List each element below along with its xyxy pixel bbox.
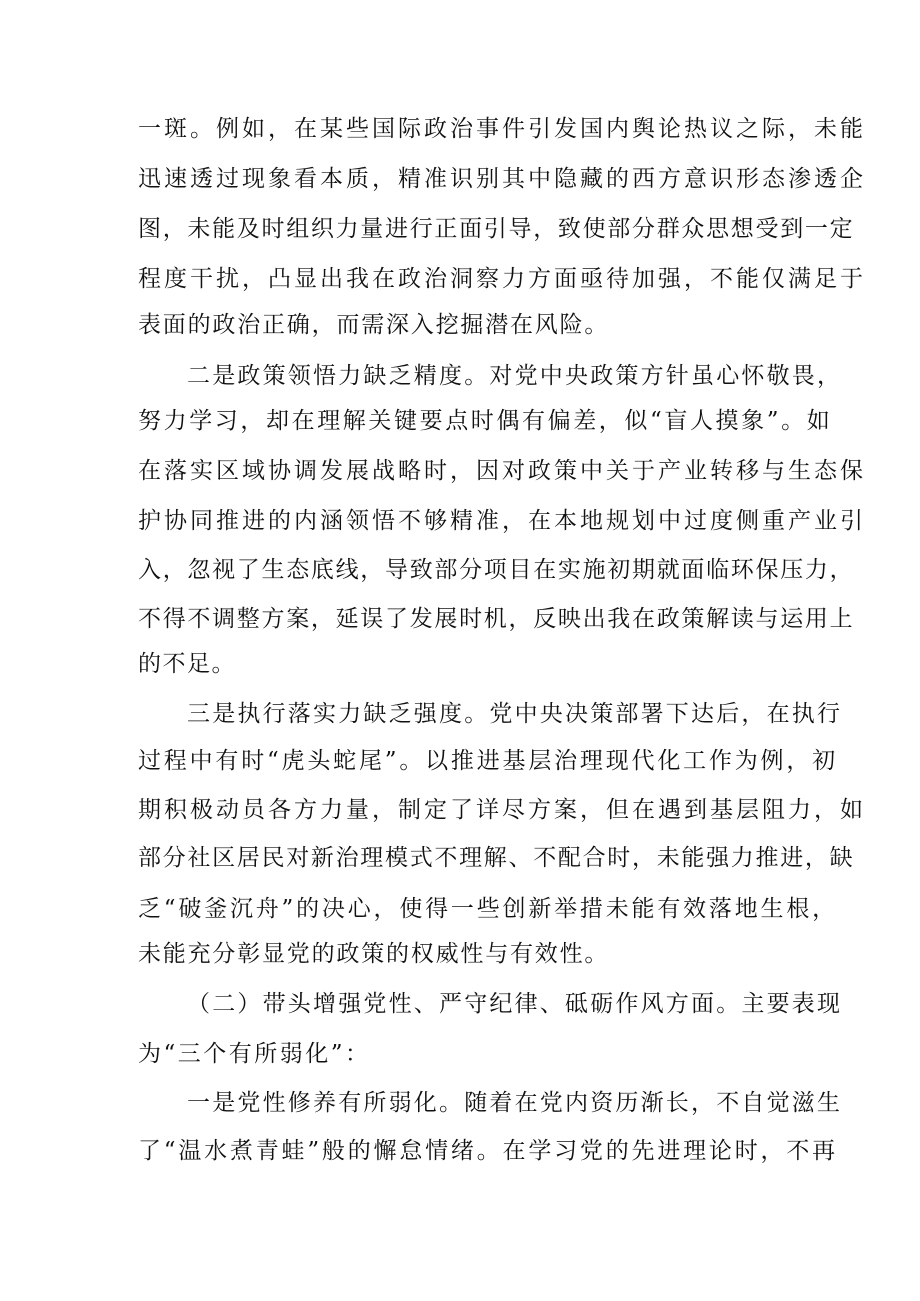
body-text-line: 程度干扰，凸显出我在政治洞察力方面亟待加强，不能仅满足于 — [138, 266, 866, 292]
body-text-line: 过程中有时“虎头蛇尾”。以推进基层治理现代化工作为例，初 — [138, 748, 838, 774]
section-heading-line: （二）带头增强党性、严守纪律、砥砺作风方面。主要表现 — [187, 991, 843, 1017]
body-text-line: 了“温水煮青蛙”般的懈怠情绪。在学习党的先进理论时，不再 — [138, 1138, 838, 1164]
body-text-line: 期积极动员各方力量，制定了详尽方案，但在遇到基层阻力，如 — [138, 797, 866, 823]
body-text-line: 入，忽视了生态底线，导致部分项目在实施初期就面临环保压力， — [138, 557, 855, 583]
body-text-line: 未能充分彰显党的政策的权威性与有效性。 — [138, 941, 610, 967]
paragraph-start-line: 二是政策领悟力缺乏精度。对党中央政策方针虽心怀敬畏， — [187, 363, 843, 389]
paragraph-start-line: 三是执行落实力缺乏强度。党中央决策部署下达后，在执行 — [187, 701, 843, 727]
body-text-line: 护协同推进的内涵领悟不够精准，在本地规划中过度侧重产业引 — [138, 508, 866, 534]
body-text-line: 在落实区域协调发展战略时，因对政策中关于产业转移与生态保 — [138, 458, 866, 484]
body-text-line: 图，未能及时组织力量进行正面引导，致使部分群众思想受到一定 — [138, 216, 855, 242]
body-text-line: 为“三个有所弱化”： — [138, 1041, 371, 1067]
body-text-line: 不得不调整方案，延误了发展时机，反映出我在政策解读与运用上 — [138, 606, 855, 632]
body-text-line: 部分社区居民对新治理模式不理解、不配合时，未能强力推进，缺 — [138, 845, 855, 871]
body-text-line: 迅速透过现象看本质，精准识别其中隐藏的西方意识形态渗透企 — [138, 166, 866, 192]
body-text-line: 一斑。例如，在某些国际政治事件引发国内舆论热议之际，未能 — [138, 116, 866, 142]
body-text-line: 表面的政治正确，而需深入挖掘潜在风险。 — [138, 312, 610, 338]
body-text-line: 乏“破釜沉舟”的决心，使得一些创新举措未能有效落地生根， — [138, 896, 838, 922]
body-text-line: 努力学习，却在理解关键要点时偶有偏差，似“盲人摸象”。如 — [138, 408, 833, 434]
body-text-line: 的不足。 — [138, 651, 236, 677]
paragraph-start-line: 一是党性修养有所弱化。随着在党内资历渐长，不自觉滋生 — [187, 1090, 843, 1116]
